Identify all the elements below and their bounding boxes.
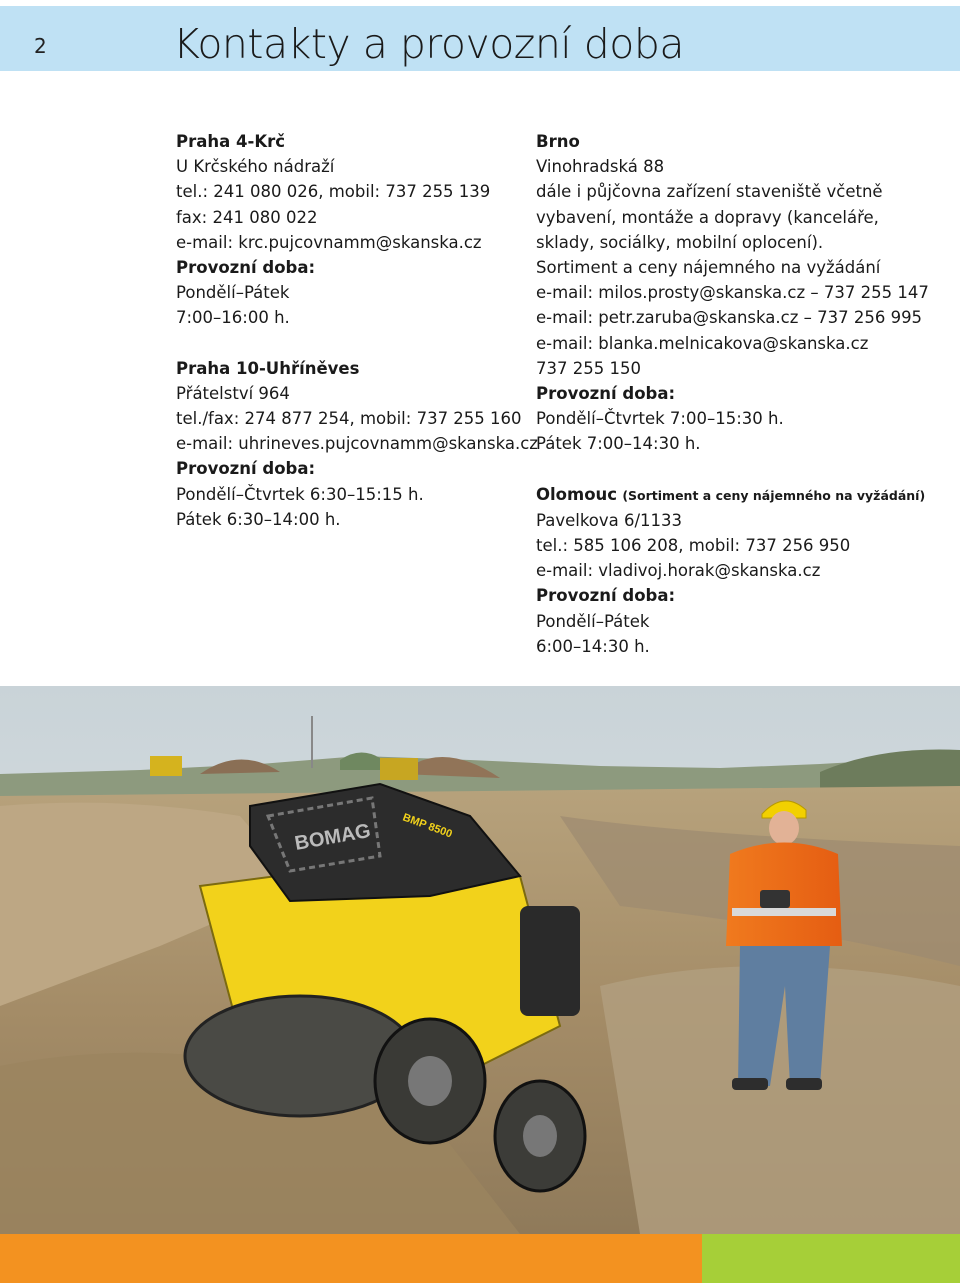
background-excavator [380,758,418,780]
branch-description: sklady, sociálky, mobilní oplocení). [536,232,824,252]
branch-email: e-mail: milos.prosty@skanska.cz – 737 255 147 [536,283,929,303]
branch-email: e-mail: vladivoj.horak@skanska.cz [536,561,821,581]
branch-address: U Krčského nádraží [176,157,335,177]
branch-address: Pavelkova 6/1133 [536,510,683,530]
branch-phone: 737 255 150 [536,358,641,378]
branch-email: e-mail: petr.zaruba@skanska.cz – 737 256 995 [536,308,923,328]
footer-bar-green [702,1234,960,1283]
spacer [176,331,516,356]
branch-praha-krc [176,129,516,331]
branch-note: Sortiment a ceny nájemného na vyžádání [536,258,881,278]
branch-description: dále i půjčovna zařízení staveniště včetně [536,182,883,202]
photo-illustration [0,686,960,1234]
branch-email: e-mail: krc.pujcovnamm@skanska.cz [176,232,482,252]
branch-phone: tel.: 241 080 026, mobil: 737 255 139 [176,182,491,202]
hours-line: Pátek 7:00–14:30 h. [536,434,701,454]
drum-hub [523,1115,557,1157]
machine-side-panel [520,906,580,1016]
reflective-stripe [732,908,836,916]
hours-label: Provozní doba: [536,586,676,606]
spacer [536,457,946,482]
remote-control [760,890,790,908]
hours-line: Pondělí–Pátek [176,283,290,303]
footer-bar-orange [0,1234,702,1283]
page-number: 2 [34,34,47,58]
branch-description: vybavení, montáže a dopravy (kanceláře, [536,207,879,227]
left-column [176,129,538,532]
branch-brno [536,129,946,457]
hours-line: 6:00–14:30 h. [536,636,650,656]
background-excavator [150,756,182,776]
hours-label: Provozní doba: [176,459,316,479]
branch-email: e-mail: uhrineves.pujcovnamm@skanska.cz [176,434,538,454]
boot [786,1078,822,1090]
boot [732,1078,768,1090]
hours-line: Pátek 6:30–14:00 h. [176,509,341,529]
construction-site-photo [0,686,960,1234]
branch-address: Přátelství 964 [176,383,290,403]
branch-phone: tel./fax: 274 877 254, mobil: 737 255 160 [176,409,522,429]
worker-head [769,811,799,845]
hours-label: Provozní doba: [536,384,676,404]
hours-line: Pondělí–Pátek [536,611,650,631]
branch-fax: fax: 241 080 022 [176,207,318,227]
drum-hub [408,1056,452,1106]
header-bar [0,6,960,71]
hours-line: Pondělí–Čtvrtek 6:30–15:15 h. [176,484,424,504]
branch-phone: tel.: 585 106 208, mobil: 737 256 950 [536,536,851,556]
machine-brand: BOMAG [293,819,373,855]
right-column [536,129,946,659]
branch-praha-uhrineves [176,356,538,532]
branch-address: Vinohradská 88 [536,157,665,177]
branch-name-note: (Sortiment a ceny nájemného na vyžádání) [622,487,926,503]
branch-olomouc [536,482,946,659]
page-title: Kontakty a provozní doba [173,20,684,68]
branch-heading [536,482,946,508]
branch-name: Praha 4-Krč [176,132,286,151]
hours-line: Pondělí–Čtvrtek 7:00–15:30 h. [536,409,784,429]
hours-label: Provozní doba: [176,258,316,278]
hours-line: 7:00–16:00 h. [176,308,290,328]
branch-name: Olomouc [536,484,618,504]
machine-model: BMP 8500 [400,811,454,841]
branch-name: Brno [536,132,580,151]
branch-email: e-mail: blanka.melnicakova@skanska.cz [536,333,869,353]
branch-name: Praha 10-Uhříněves [176,358,360,378]
